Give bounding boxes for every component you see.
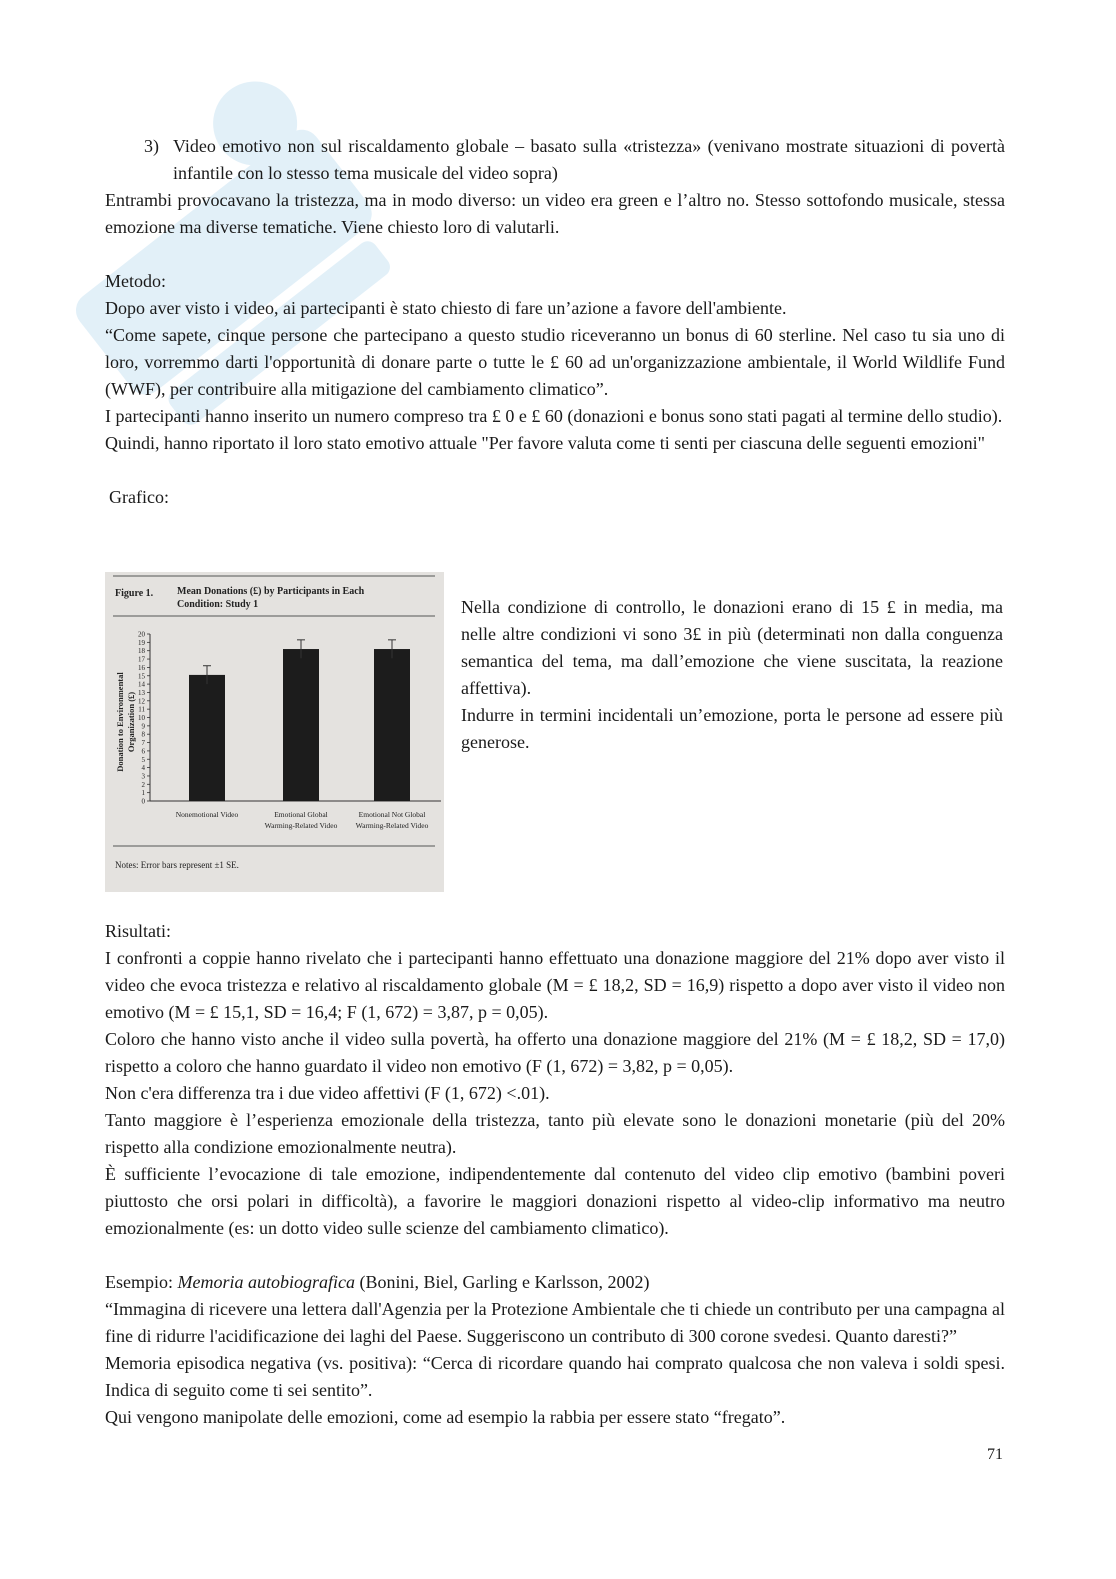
x-tick-label: Nonemotional Video [175,810,239,819]
y-tick-label: 2 [141,780,145,789]
bar [189,675,225,801]
example-label: Esempio: [105,1272,178,1292]
x-tick-label: Warming-Related Video [264,821,338,830]
paragraph: Indurre in termini incidentali un’emozione, porta le persone ad essere più generose. [461,705,1003,752]
x-tick-label: Warming-Related Video [355,821,429,830]
paragraph: Qui vengono manipolate delle emozioni, come ad esempio la rabbia per essere stato “fregato”. [105,1407,786,1427]
section-heading-risultati: Risultati: [105,921,172,941]
paragraph: Non c'era differenza tra i due video affettivi (F (1, 672) <.01). [105,1083,550,1103]
y-tick-label: 1 [141,789,145,798]
y-tick-label: 3 [141,772,145,781]
figure-label: Figure 1. [115,588,154,599]
y-tick-label: 13 [138,688,145,697]
y-tick-label: 8 [141,730,145,739]
y-tick-label: 9 [141,722,145,731]
example-heading [105,1269,1005,1296]
y-tick-label: 14 [138,680,145,689]
chart-figure [105,572,444,892]
section-heading-metodo: Metodo: [105,271,166,291]
paragraph: Dopo aver visto i video, ai partecipanti è stato chiesto di fare un’azione a favore dell'ambiente. [105,298,787,318]
paragraph: Quindi, hanno riportato il loro stato emotivo attuale "Per favore valuta come ti senti per ciascuna delle seguenti emozioni" [105,433,985,453]
paragraph: Tanto maggiore è l’esperienza emozionale della tristezza, tanto più elevate sono le donazioni monetarie (più del 20% rispetto alla condizione emozionalmente neutra). [105,1110,1005,1157]
list-item [105,133,1005,187]
x-tick-label: Emotional Global [274,810,328,819]
paragraph: “Come sapete, cinque persone che partecipano a questo studio riceveranno un bonus di 60 sterline. Nel caso tu sia uno di loro, vorremmo darti l'opportunità di donare parte o tutte le £ 60 ad un'organizzazione ambientale, il World Wildlife Fund (WWF), per contribuire alla mitigazione del cambiamento climatico”. [105,325,1005,399]
y-tick-label: 15 [138,672,145,681]
list-number: 3) [144,136,159,156]
chart-commentary [461,594,1003,756]
y-tick-label: 6 [141,747,145,756]
section-heading-grafico: Grafico: [109,487,169,507]
paragraph: Memoria episodica negativa (vs. positiva): “Cerca di ricordare quando hai comprato qualcosa che non valeva i soldi spesi. Indica di seguito come ti sei sentito”. [105,1353,1005,1400]
list-item-text: Video emotivo non sul riscaldamento globale – basato sulla «tristezza» (venivano mostrate situazioni di povertà infantile con lo stesso tema musicale del video sopra) [173,136,1005,183]
y-axis-label-line2: Organization (£) [126,691,136,753]
bar [374,649,410,801]
y-tick-label: 5 [141,755,145,764]
paragraph: I confronti a coppie hanno rivelato che i partecipanti hanno effettuato una donazione maggiore del 21% dopo aver visto il video che evoca tristezza e relativo al riscaldamento globale (M = £ 18,2, SD = 16,9) rispetto a dopo aver visto il video non emotivo (M = £ 15,1, SD = 16,4; F (1, 672) = 3,87, p = 0,05). [105,948,1005,1022]
y-tick-label: 11 [138,705,145,714]
paragraph: I partecipanti hanno inserito un numero compreso tra £ 0 e £ 60 (donazioni e bonus sono stati pagati al termine dello studio). [105,406,1003,426]
chart-notes: Notes: Error bars represent ±1 SE. [115,860,239,870]
paragraph: Coloro che hanno visto anche il video sulla povertà, ha offerto una donazione maggiore del 21% (M = £ 18,2, SD = 17,0) rispetto a coloro che hanno guardato il video non emotivo (F (1, 672) = 3,82, p = 0,05). [105,1029,1005,1076]
intro-section [105,133,1005,511]
y-tick-label: 17 [138,655,145,664]
chart-title-line1: Mean Donations (£) by Participants in Each [177,586,365,597]
example-citation: (Bonini, Biel, Garling e Karlsson, 2002) [355,1272,650,1292]
y-tick-label: 10 [138,714,145,722]
bar [283,649,319,801]
paragraph: Nella condizione di controllo, le donazioni erano di 15 £ in media, ma nelle altre condizioni vi sono 3£ in più (determinati non dalla conguenza semantica del tema, ma dall’emozione che viene suscitata, la reazione affettiva). [461,597,1003,698]
y-tick-label: 7 [141,739,145,748]
x-tick-label: Emotional Not Global [358,810,426,819]
paragraph: È sufficiente l’evocazione di tale emozione, indipendentemente dal contenuto del video clip emotivo (bambini poveri piuttosto che orsi polari in difficoltà), a favorire le maggiori donazioni rispetto al video-clip informativo ma neutro emozionalmente (es: un dotto video sulle scienze del cambiamento climatico). [105,1164,1005,1238]
y-tick-label: 16 [138,663,145,672]
page-number: 71 [987,1446,1003,1463]
y-axis-label-line1: Donation to Environmental [115,672,125,772]
y-tick-label: 0 [141,797,145,806]
y-tick-label: 4 [141,764,145,773]
results-section [105,918,1005,1431]
paragraph: Entrambi provocavano la tristezza, ma in modo diverso: un video era green e l’altro no. Stesso sottofondo musicale, stessa emozione ma diverse tematiche. Viene chiesto loro di valutarli. [105,190,1005,237]
paragraph: “Immagina di ricevere una lettera dall'Agenzia per la Protezione Ambientale che ti chiede un contributo per una campagna al fine di ridurre l'acidificazione dei laghi del Paese. Suggeriscono un contributo di 300 corone svedesi. Quanto daresti?” [105,1299,1005,1346]
chart-title-line2: Condition: Study 1 [177,599,259,610]
example-title: Memoria autobiografica [177,1272,355,1292]
y-tick-label: 19 [138,638,145,647]
y-tick-label: 18 [138,647,145,656]
y-tick-label: 20 [138,630,145,639]
y-tick-label: 12 [138,697,145,706]
bar-chart [105,572,444,892]
